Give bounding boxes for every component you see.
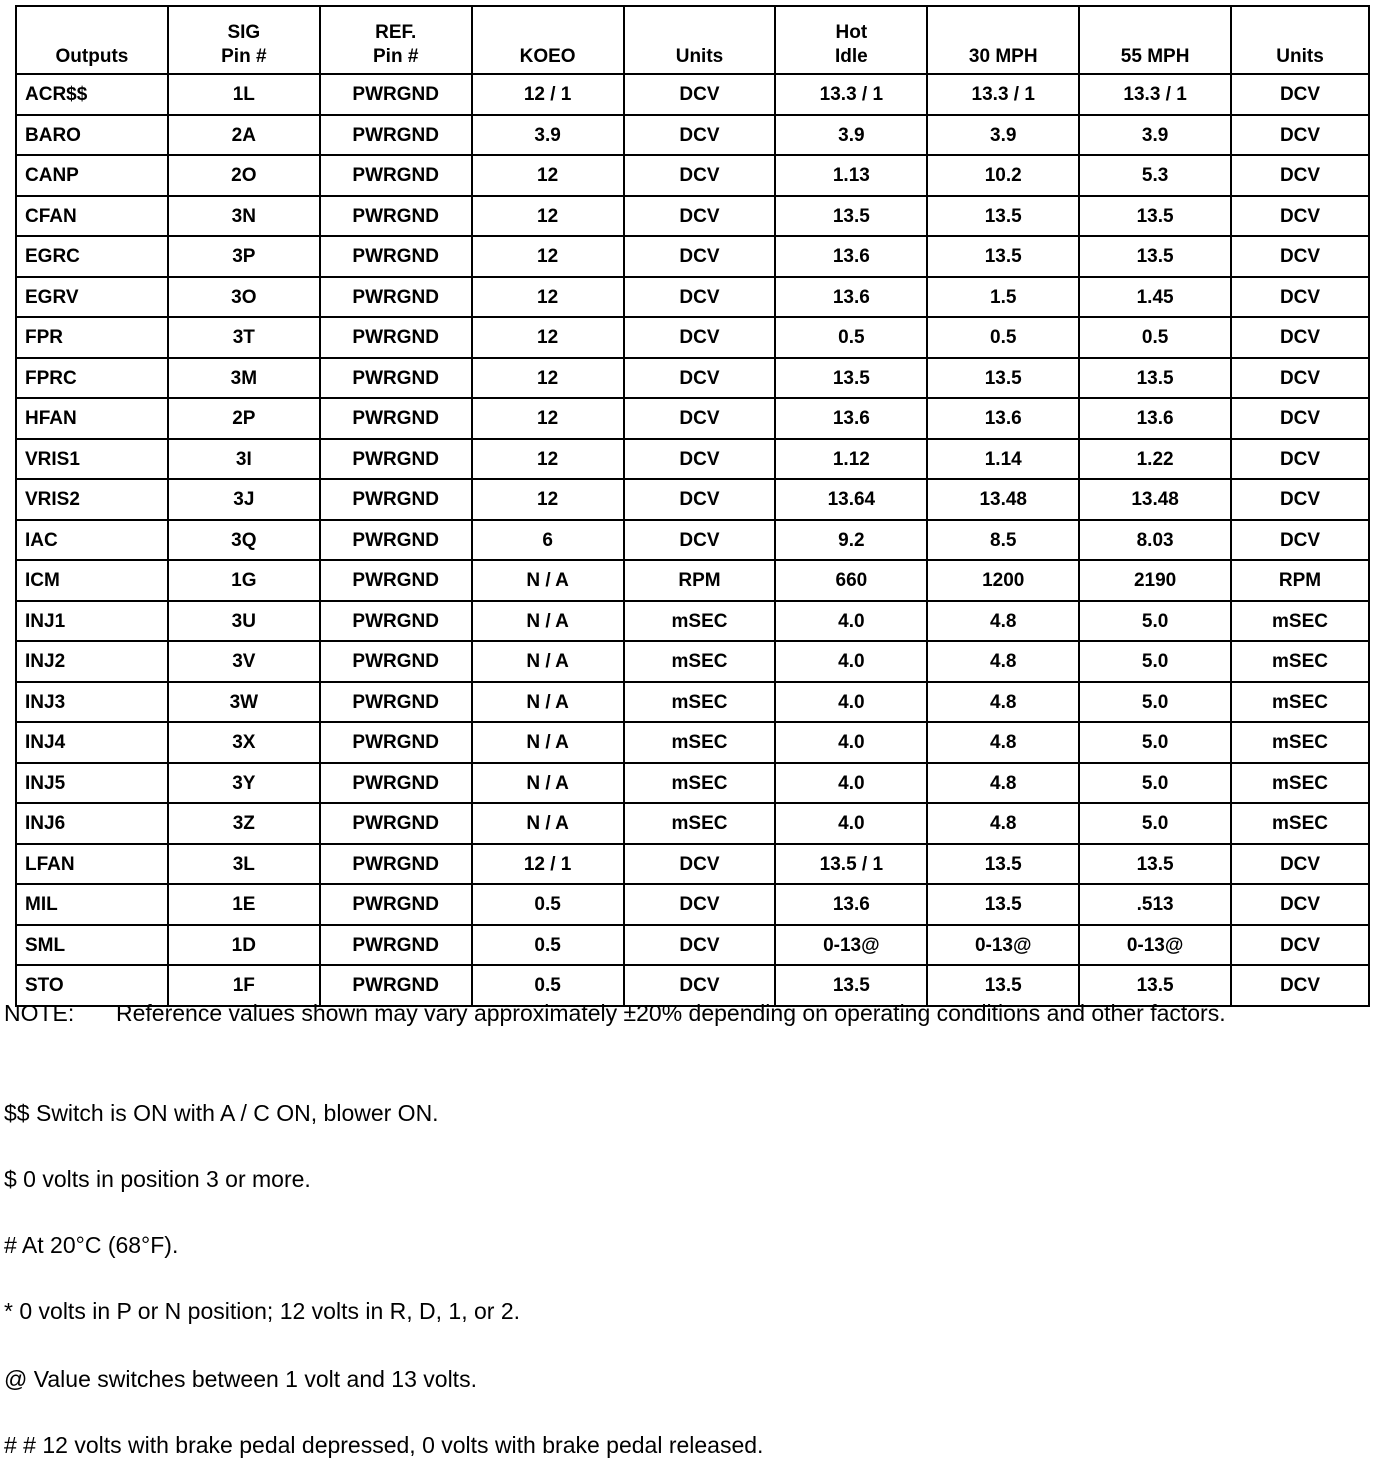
table-cell: DCV [1231, 74, 1369, 115]
table-cell: DCV [1231, 439, 1369, 480]
table-cell: 3.9 [775, 115, 927, 156]
table-cell: PWRGND [320, 317, 472, 358]
table-cell: 13.5 [927, 196, 1079, 237]
table-row [16, 884, 1369, 925]
table-cell: PWRGND [320, 763, 472, 804]
table-cell: 13.5 [775, 358, 927, 399]
table-cell: INJ1 [16, 601, 168, 642]
table-cell: ICM [16, 560, 168, 601]
table-cell: DCV [1231, 358, 1369, 399]
table-cell: mSEC [1231, 722, 1369, 763]
table-cell: 13.5 [927, 884, 1079, 925]
table-cell: 3U [168, 601, 320, 642]
table-row [16, 682, 1369, 723]
table-cell: RPM [624, 560, 776, 601]
table-cell: 13.5 / 1 [775, 844, 927, 885]
table-row [16, 925, 1369, 966]
table-cell: mSEC [1231, 763, 1369, 804]
table-cell: PWRGND [320, 722, 472, 763]
table-cell: 12 / 1 [472, 844, 624, 885]
table-cell: 13.48 [1079, 479, 1231, 520]
table-cell: PWRGND [320, 74, 472, 115]
table-cell: 13.5 [1079, 844, 1231, 885]
table-cell: 2190 [1079, 560, 1231, 601]
table-row [16, 763, 1369, 804]
table-cell: 1.13 [775, 155, 927, 196]
table-cell: 13.5 [927, 965, 1079, 1006]
footnote: $ 0 volts in position 3 or more. [4, 1166, 311, 1192]
table-cell: 5.0 [1079, 763, 1231, 804]
table-cell: 12 [472, 358, 624, 399]
column-header-line: Pin # [221, 46, 267, 67]
footnote: $$ Switch is ON with A / C ON, blower ON. [4, 1100, 439, 1126]
table-row [16, 317, 1369, 358]
table-cell: DCV [1231, 520, 1369, 561]
table-cell: CFAN [16, 196, 168, 237]
column-header-line: Units [1276, 46, 1324, 67]
table-cell: PWRGND [320, 641, 472, 682]
table-cell: PWRGND [320, 965, 472, 1006]
table-cell: DCV [624, 844, 776, 885]
table-cell: DCV [1231, 925, 1369, 966]
table-cell: 13.5 [927, 844, 1079, 885]
table-cell: 4.8 [927, 763, 1079, 804]
table-cell: PWRGND [320, 155, 472, 196]
table-cell: 13.6 [775, 398, 927, 439]
table-cell: 13.5 [1079, 965, 1231, 1006]
table-cell: N / A [472, 641, 624, 682]
table-cell: 13.5 [1079, 196, 1231, 237]
table-cell: 1200 [927, 560, 1079, 601]
column-header-line: 30 MPH [968, 46, 1038, 67]
table-cell: DCV [1231, 236, 1369, 277]
table-cell: 13.64 [775, 479, 927, 520]
table-cell: 13.6 [775, 277, 927, 318]
table-cell: 12 [472, 317, 624, 358]
table-cell: 12 [472, 236, 624, 277]
table-cell: DCV [624, 479, 776, 520]
table-cell: DCV [624, 236, 776, 277]
table-cell: 0.5 [472, 925, 624, 966]
table-cell: DCV [1231, 398, 1369, 439]
table-cell: 13.6 [1079, 398, 1231, 439]
column-header-line: SIG [227, 22, 261, 43]
table-cell: 4.0 [775, 682, 927, 723]
table-cell: N / A [472, 803, 624, 844]
column-header-line: REF. [375, 22, 417, 43]
table-cell: mSEC [624, 722, 776, 763]
table-cell: N / A [472, 763, 624, 804]
table-cell: PWRGND [320, 682, 472, 723]
table-row [16, 722, 1369, 763]
table-cell: DCV [624, 358, 776, 399]
table-cell: 8.03 [1079, 520, 1231, 561]
table-cell: 0.5 [472, 965, 624, 1006]
table-cell: 9.2 [775, 520, 927, 561]
table-cell: DCV [1231, 115, 1369, 156]
table-cell: 12 [472, 196, 624, 237]
table-cell: 2A [168, 115, 320, 156]
table-cell: LFAN [16, 844, 168, 885]
column-header-line: KOEO [519, 46, 576, 67]
column-header [320, 6, 472, 74]
footnote: @ Value switches between 1 volt and 13 volts. [4, 1366, 477, 1392]
table-cell: 4.8 [927, 601, 1079, 642]
table-cell: FPR [16, 317, 168, 358]
table-cell: HFAN [16, 398, 168, 439]
table-cell: 3T [168, 317, 320, 358]
table-cell: 4.0 [775, 722, 927, 763]
table-cell: 8.5 [927, 520, 1079, 561]
column-header [775, 6, 927, 74]
column-header-line: Pin # [373, 46, 419, 67]
table-cell: EGRV [16, 277, 168, 318]
table-cell: 3Y [168, 763, 320, 804]
table-cell: 3I [168, 439, 320, 480]
table-cell: 3X [168, 722, 320, 763]
table-cell: DCV [624, 317, 776, 358]
table-cell: 660 [775, 560, 927, 601]
footnote: * 0 volts in P or N position; 12 volts in R, D, 1, or 2. [4, 1298, 521, 1324]
table-cell: INJ5 [16, 763, 168, 804]
table-cell: PWRGND [320, 560, 472, 601]
table-row [16, 196, 1369, 237]
table-cell: 10.2 [927, 155, 1079, 196]
table-cell: mSEC [624, 803, 776, 844]
table-cell: 13.5 [775, 196, 927, 237]
table-cell: EGRC [16, 236, 168, 277]
table-cell: 3Q [168, 520, 320, 561]
table-cell: PWRGND [320, 277, 472, 318]
table-cell: DCV [624, 196, 776, 237]
table-row [16, 641, 1369, 682]
table-row [16, 277, 1369, 318]
table-cell: STO [16, 965, 168, 1006]
table-cell: DCV [624, 884, 776, 925]
table-cell: 13.48 [927, 479, 1079, 520]
table-cell: 4.8 [927, 722, 1079, 763]
table-cell: DCV [1231, 317, 1369, 358]
table-cell: DCV [624, 965, 776, 1006]
table-cell: N / A [472, 722, 624, 763]
table-cell: PWRGND [320, 196, 472, 237]
column-header-line: Hot [835, 22, 868, 43]
table-row [16, 155, 1369, 196]
table-cell: INJ4 [16, 722, 168, 763]
table-cell: 0.5 [775, 317, 927, 358]
column-header [1231, 6, 1369, 74]
table-row [16, 601, 1369, 642]
table-cell: 0-13@ [927, 925, 1079, 966]
table-cell: mSEC [624, 601, 776, 642]
table-cell: MIL [16, 884, 168, 925]
table-header-row [16, 6, 1369, 74]
table-cell: mSEC [1231, 641, 1369, 682]
column-header [16, 6, 168, 74]
table-cell: mSEC [1231, 803, 1369, 844]
table-cell: 4.0 [775, 763, 927, 804]
table-cell: 5.0 [1079, 722, 1231, 763]
table-cell: 3O [168, 277, 320, 318]
table-cell: 13.5 [927, 358, 1079, 399]
table-cell: INJ2 [16, 641, 168, 682]
table-cell: 12 [472, 277, 624, 318]
table-cell: DCV [624, 439, 776, 480]
note-label: NOTE: [4, 1000, 75, 1026]
outputs-reference-table [15, 5, 1370, 1007]
table-cell: 0-13@ [1079, 925, 1231, 966]
table-cell: 2P [168, 398, 320, 439]
table-cell: RPM [1231, 560, 1369, 601]
notes-section [4, 998, 1374, 1032]
table-cell: 3P [168, 236, 320, 277]
table-cell: DCV [1231, 884, 1369, 925]
table-row [16, 358, 1369, 399]
table-row [16, 844, 1369, 885]
table-cell: 12 [472, 155, 624, 196]
table-cell: 1.45 [1079, 277, 1231, 318]
footnote: # # 12 volts with brake pedal depressed, 0 volts with brake pedal released. [4, 1432, 764, 1458]
table-cell: DCV [1231, 277, 1369, 318]
table-cell: INJ6 [16, 803, 168, 844]
table-cell: N / A [472, 601, 624, 642]
table-cell: VRIS2 [16, 479, 168, 520]
column-header-line: Outputs [55, 46, 129, 67]
table-cell: DCV [1231, 479, 1369, 520]
table-row [16, 479, 1369, 520]
table-cell: 5.3 [1079, 155, 1231, 196]
table-cell: ACR$$ [16, 74, 168, 115]
table-cell: 12 / 1 [472, 74, 624, 115]
table-cell: PWRGND [320, 398, 472, 439]
column-header [168, 6, 320, 74]
table-row [16, 560, 1369, 601]
table-row [16, 236, 1369, 277]
column-header-line: Idle [834, 46, 868, 67]
table-cell: mSEC [1231, 601, 1369, 642]
table-cell: 5.0 [1079, 601, 1231, 642]
column-header [1079, 6, 1231, 74]
table-cell: DCV [624, 277, 776, 318]
table-cell: DCV [624, 925, 776, 966]
table-cell: 4.8 [927, 682, 1079, 723]
table-cell: 1G [168, 560, 320, 601]
table-cell: 13.5 [1079, 236, 1231, 277]
column-header-line: 55 MPH [1120, 46, 1190, 67]
table-cell: mSEC [624, 641, 776, 682]
table-cell: DCV [1231, 844, 1369, 885]
table-cell: DCV [624, 520, 776, 561]
table-cell: 3.9 [1079, 115, 1231, 156]
table-cell: 12 [472, 398, 624, 439]
table-cell: PWRGND [320, 439, 472, 480]
table-cell: 1D [168, 925, 320, 966]
table-cell: mSEC [1231, 682, 1369, 723]
table-cell: 12 [472, 439, 624, 480]
table-cell: 3W [168, 682, 320, 723]
table-cell: DCV [624, 398, 776, 439]
table-cell: 1.12 [775, 439, 927, 480]
table-cell: SML [16, 925, 168, 966]
table-cell: 13.5 [1079, 358, 1231, 399]
table-cell: PWRGND [320, 884, 472, 925]
table-cell: 0-13@ [775, 925, 927, 966]
table-cell: 5.0 [1079, 803, 1231, 844]
table-cell: 13.6 [775, 884, 927, 925]
table-cell: 0.5 [472, 884, 624, 925]
table-cell: 5.0 [1079, 682, 1231, 723]
table-cell: CANP [16, 155, 168, 196]
column-header-line: Units [675, 46, 724, 67]
table-cell: IAC [16, 520, 168, 561]
table-cell: 4.0 [775, 803, 927, 844]
table-cell: DCV [1231, 965, 1369, 1006]
column-header [624, 6, 776, 74]
table-cell: 3.9 [472, 115, 624, 156]
table-cell: mSEC [624, 682, 776, 723]
table-cell: 13.5 [927, 236, 1079, 277]
table-cell: 13.3 / 1 [775, 74, 927, 115]
column-header [927, 6, 1079, 74]
table-cell: 4.8 [927, 641, 1079, 682]
table-cell: 4.8 [927, 803, 1079, 844]
table-cell: BARO [16, 115, 168, 156]
table-cell: 3V [168, 641, 320, 682]
table-cell: PWRGND [320, 925, 472, 966]
table-cell: PWRGND [320, 520, 472, 561]
table-cell: 3.9 [927, 115, 1079, 156]
table-cell: 1E [168, 884, 320, 925]
table-cell: DCV [1231, 155, 1369, 196]
table-row [16, 398, 1369, 439]
table-cell: 1.22 [1079, 439, 1231, 480]
table-cell: DCV [1231, 196, 1369, 237]
table-cell: PWRGND [320, 358, 472, 399]
table-cell: 0.5 [927, 317, 1079, 358]
table-cell: DCV [624, 115, 776, 156]
table-cell: 3Z [168, 803, 320, 844]
table-row [16, 115, 1369, 156]
table-cell: INJ3 [16, 682, 168, 723]
table-cell: DCV [624, 74, 776, 115]
table-cell: 12 [472, 479, 624, 520]
table-cell: 0.5 [1079, 317, 1231, 358]
table-cell: 4.0 [775, 601, 927, 642]
column-header [472, 6, 624, 74]
table-row [16, 74, 1369, 115]
table-cell: 13.5 [775, 965, 927, 1006]
table-cell: 13.3 / 1 [927, 74, 1079, 115]
table-cell: N / A [472, 560, 624, 601]
table-cell: FPRC [16, 358, 168, 399]
table-cell: DCV [624, 155, 776, 196]
table-row [16, 520, 1369, 561]
footnote: # At 20°C (68°F). [4, 1232, 179, 1258]
table-row [16, 439, 1369, 480]
table-cell: PWRGND [320, 803, 472, 844]
table-cell: 6 [472, 520, 624, 561]
table-cell: mSEC [624, 763, 776, 804]
table-cell: 13.6 [775, 236, 927, 277]
table-cell: PWRGND [320, 479, 472, 520]
table-cell: PWRGND [320, 236, 472, 277]
table-row [16, 803, 1369, 844]
table-cell: 2O [168, 155, 320, 196]
table-cell: 5.0 [1079, 641, 1231, 682]
table-cell: 3L [168, 844, 320, 885]
table-cell: 3J [168, 479, 320, 520]
table-cell: 1F [168, 965, 320, 1006]
table-cell: .513 [1079, 884, 1231, 925]
table-cell: VRIS1 [16, 439, 168, 480]
table-cell: 3M [168, 358, 320, 399]
table-cell: N / A [472, 682, 624, 723]
table-cell: 13.6 [927, 398, 1079, 439]
note-text: Reference values shown may vary approximately ±20% depending on operating conditions and other factors. [116, 1000, 1226, 1026]
table-cell: 1.5 [927, 277, 1079, 318]
table-cell: 3N [168, 196, 320, 237]
table-cell: 4.0 [775, 641, 927, 682]
table-cell: PWRGND [320, 844, 472, 885]
table-cell: 13.3 / 1 [1079, 74, 1231, 115]
table-cell: PWRGND [320, 115, 472, 156]
table-cell: 1L [168, 74, 320, 115]
table-cell: 1.14 [927, 439, 1079, 480]
table-cell: PWRGND [320, 601, 472, 642]
